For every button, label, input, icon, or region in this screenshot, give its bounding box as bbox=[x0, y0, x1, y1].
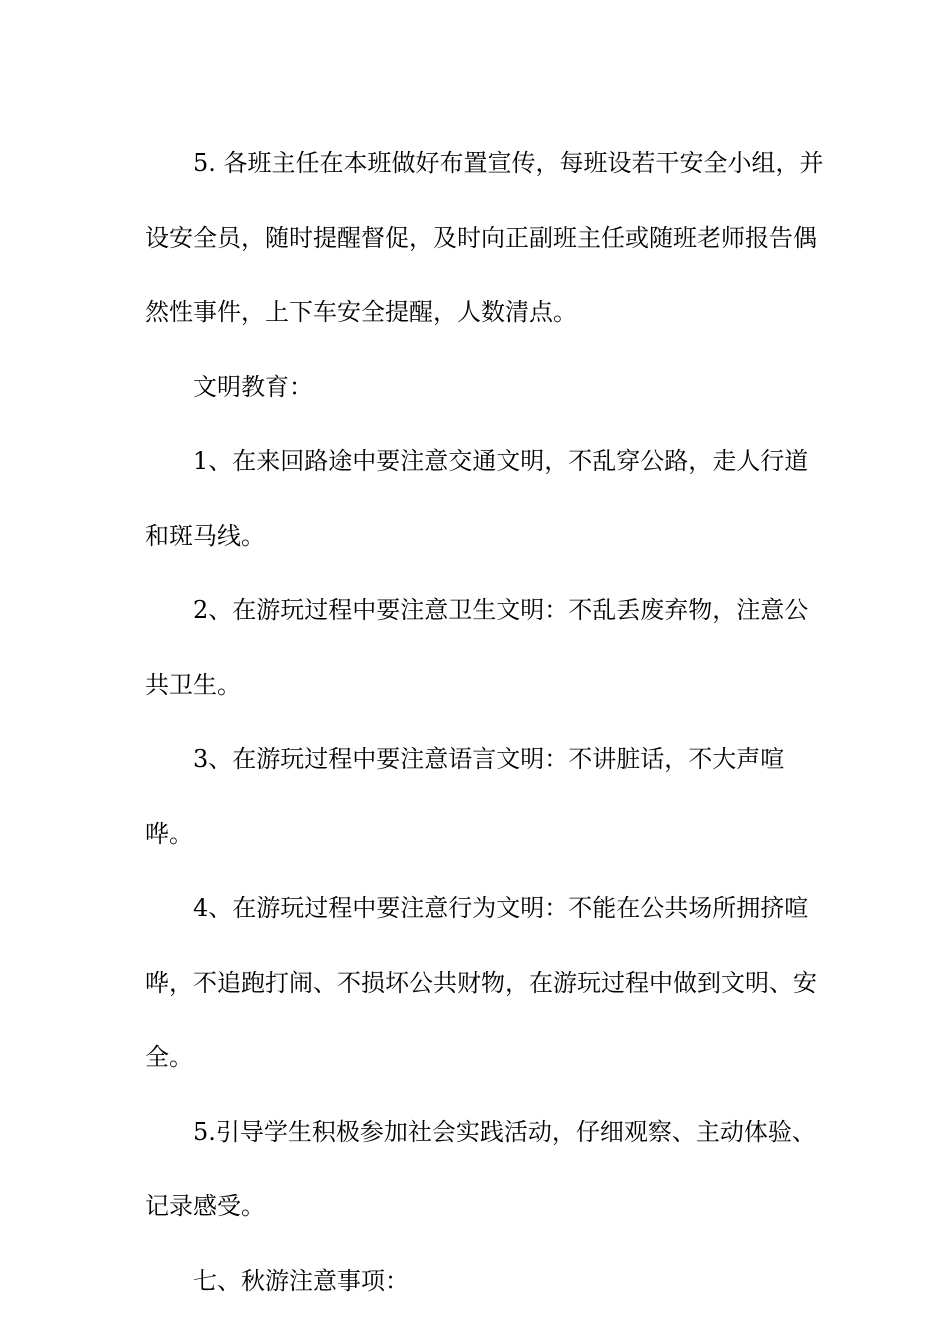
section-heading-autumn-trip-notes: 七、秋游注意事项： bbox=[193, 1266, 409, 1295]
paragraph-class-teacher-duties: 5. 各班主任在本班做好布置宣传，每班设若干安全小组，并设安全员，随时提醒督促，及时向正副班主任或随班老师报告偶然性事件，上下车安全提醒，人数清点。 bbox=[145, 149, 824, 326]
document-body bbox=[145, 126, 825, 1318]
paragraph-civility-heading: 文明教育： bbox=[193, 372, 313, 401]
paragraph-traffic-civility: 1、在来回路途中要注意交通文明，不乱穿公路，走人行道和斑马线。 bbox=[145, 447, 809, 550]
paragraph-social-practice: 5.引导学生积极参加社会实践活动，仔细观察、主动体验、记录感受。 bbox=[145, 1117, 816, 1220]
paragraph-behavior-civility: 4、在游玩过程中要注意行为文明：不能在公共场所拥挤喧哗，不追跑打闹、不损坏公共财物，在游玩过程中做到文明、安全。 bbox=[145, 894, 817, 1071]
paragraph-hygiene-civility: 2、在游玩过程中要注意卫生文明：不乱丢废弃物，注意公共卫生。 bbox=[145, 596, 809, 699]
paragraph-language-civility: 3、在游玩过程中要注意语言文明：不讲脏话，不大声喧哗。 bbox=[145, 745, 785, 848]
